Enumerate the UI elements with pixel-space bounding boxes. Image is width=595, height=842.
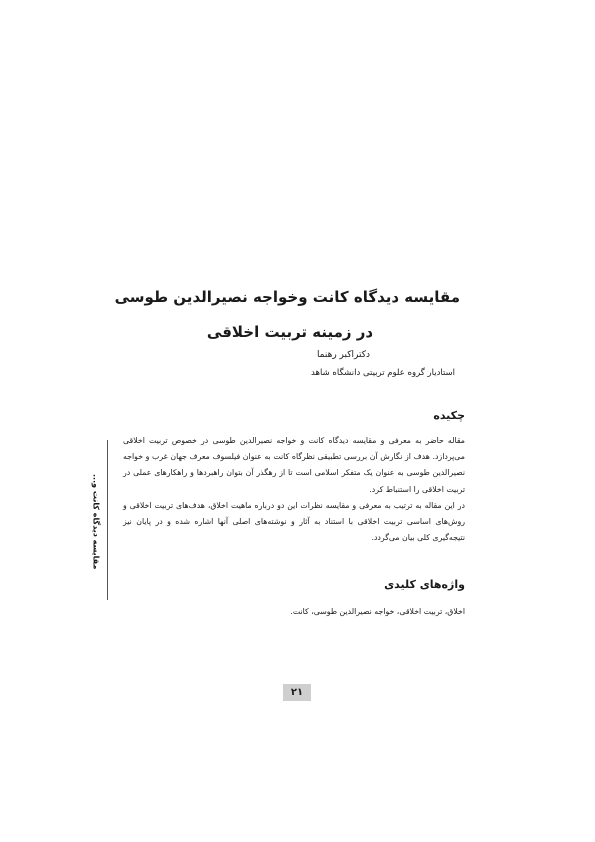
abstract-body bbox=[123, 433, 465, 546]
keywords-text: اخلاق، تربیت اخلاقی، خواجه نصیرالدین طوسی، کانت. bbox=[290, 607, 465, 616]
article-title-line-2: در زمینه تربیت اخلاقی bbox=[206, 323, 374, 341]
running-head: مقایسه دیدگاه کانت و... bbox=[91, 474, 101, 570]
keywords-heading: واژه‌های کلیدی bbox=[384, 578, 465, 591]
abstract-paragraph-1: مقاله حاضر به معرفی و مقایسه دیدگاه کانت و خواجه نصیرالدین طوسی در خصوص تربیت اخلاقی می‌پردازد. هدف از نگارش آن بررسی تطبیقی نظرگاه کانت به عنوان فیلسوف معرف جهان غرب و خواجه نصیرالدین طوسی به عنوان یک متفکر اسلامی است تا از رهگذر آن بتوان راهبردها و راهکارهای عملی در تربیت اخلاقی را استنباط کرد. bbox=[123, 436, 465, 494]
author-affiliation: استادیار گروه علوم تربیتی دانشگاه شاهد bbox=[311, 368, 455, 378]
article-title-line-1: مقایسه دیدگاه کانت وخواجه نصیرالدین طوسی bbox=[114, 288, 460, 306]
author-name: دکتراکبر رهنما bbox=[316, 350, 370, 360]
page-number: ۲۱ bbox=[283, 684, 311, 701]
running-head-rule bbox=[107, 440, 108, 600]
abstract-heading: چکیده bbox=[433, 409, 465, 422]
abstract-paragraph-2: در این مقاله به ترتیب به معرفی و مقایسه نظرات این دو درباره ماهیت اخلاق، هدف‌های تربیت اخلاقی و روش‌های اساسی تربیت اخلاقی با استناد به آثار و نوشته‌های اصلی آنها اشاره شده و در پایان نیز نتیجه‌گیری کلی بیان می‌گردد. bbox=[123, 500, 465, 543]
